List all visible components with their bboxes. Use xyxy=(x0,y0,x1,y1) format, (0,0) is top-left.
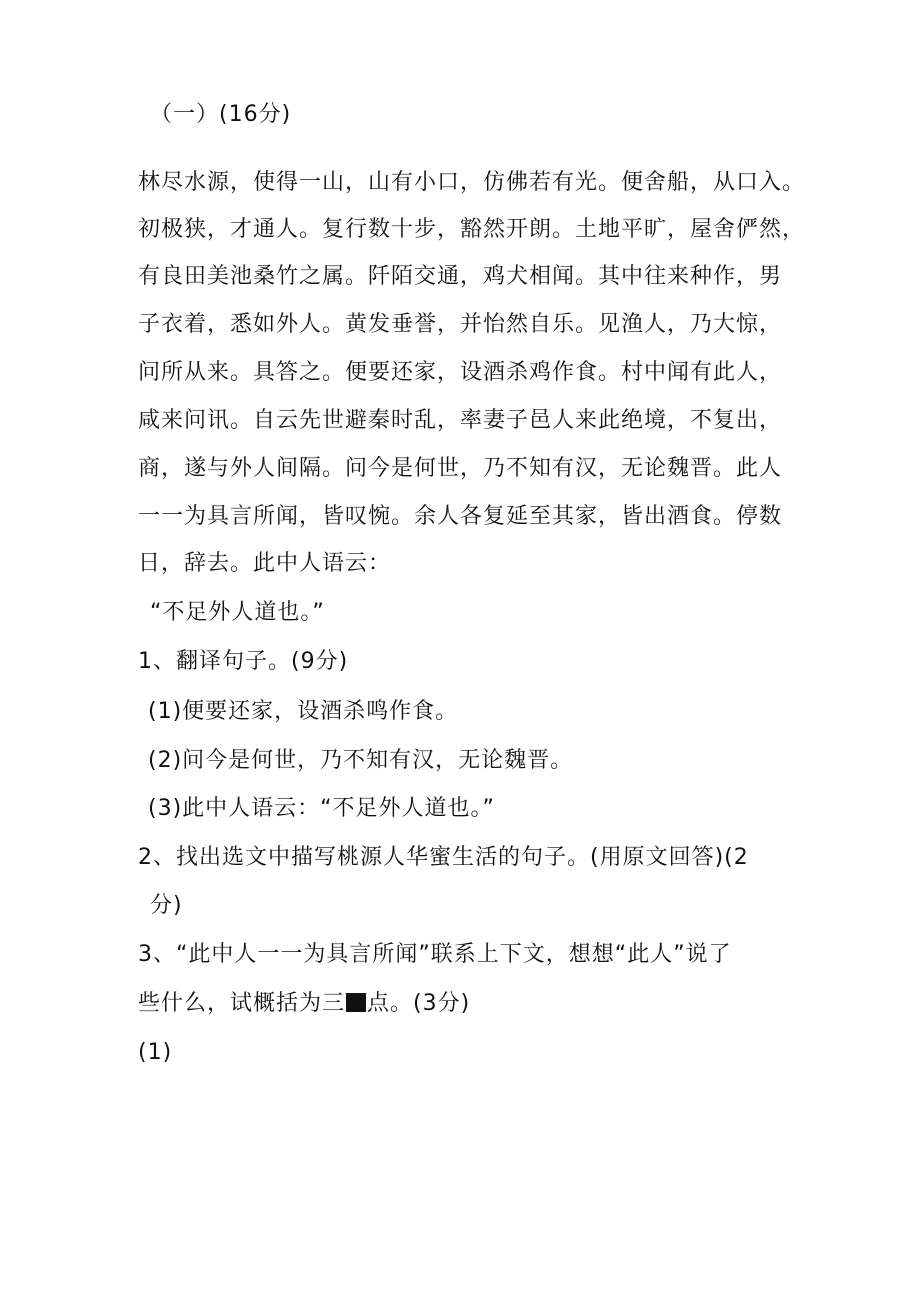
passage-line-10: “不足外人道也。” xyxy=(150,600,325,625)
question-3-line-2 xyxy=(138,989,470,1019)
passage-line-2: 初极狭，才通人。复行数十步，豁然开朗。土地平旷，屋舍俨然， xyxy=(138,217,806,242)
passage-line-8: 一一为具言所闻，皆叹惋。余人各复延至其家，皆出酒食。停数 xyxy=(138,504,783,529)
question-1-item-1: (1)便要还家，设酒杀鸣作食。 xyxy=(148,699,459,724)
passage-line-3: 有良田美池桑竹之属。阡陌交通，鸡犬相闻。其中往来种作，男 xyxy=(138,264,783,289)
redaction-block xyxy=(346,993,366,1012)
question-1-item-2: (2)问今是何世，乃不知有汉，无论魏晋。 xyxy=(148,748,574,773)
passage-line-7: 商，遂与外人间隔。问今是何世，乃不知有汉，无论魏晋。此人 xyxy=(138,456,783,481)
passage-line-9: 日，辞去。此中人语云： xyxy=(138,551,392,576)
question-1-item-3: (3)此中人语云：“不足外人道也。” xyxy=(148,796,495,821)
question-1-title: 1、翻译句子。(9分) xyxy=(138,649,349,674)
question-2-line-2: 分) xyxy=(150,893,183,918)
question-3-answer-start: (1) xyxy=(138,1040,173,1065)
question-3-line-2-after: 点。(3分) xyxy=(367,991,471,1016)
question-3-line-1: 3、“此中人一一为具言所闻”联系上下文，想想“此人”说了 xyxy=(138,942,732,967)
passage-line-1: 林尽水源，使得一山，山有小口，仿佛若有光。便舍船，从口入。 xyxy=(138,170,806,195)
question-3-line-2-before: 些什么，试概括为三 xyxy=(138,991,346,1016)
section-header: （一）(16分) xyxy=(150,102,292,127)
passage-line-6: 咸来问讯。自云先世避秦时乱，率妻子邑人来此绝境，不复出， xyxy=(138,408,783,433)
passage-line-5: 问所从来。具答之。便要还家，设酒杀鸡作食。村中闻有此人， xyxy=(138,360,783,385)
passage-line-4: 子衣着，悉如外人。黄发垂誉，并怡然自乐。见渔人，乃大惊， xyxy=(138,312,783,337)
question-2-line-1: 2、找出选文中描写桃源人华蜜生活的句子。(用原文回答)(2 xyxy=(138,845,749,870)
